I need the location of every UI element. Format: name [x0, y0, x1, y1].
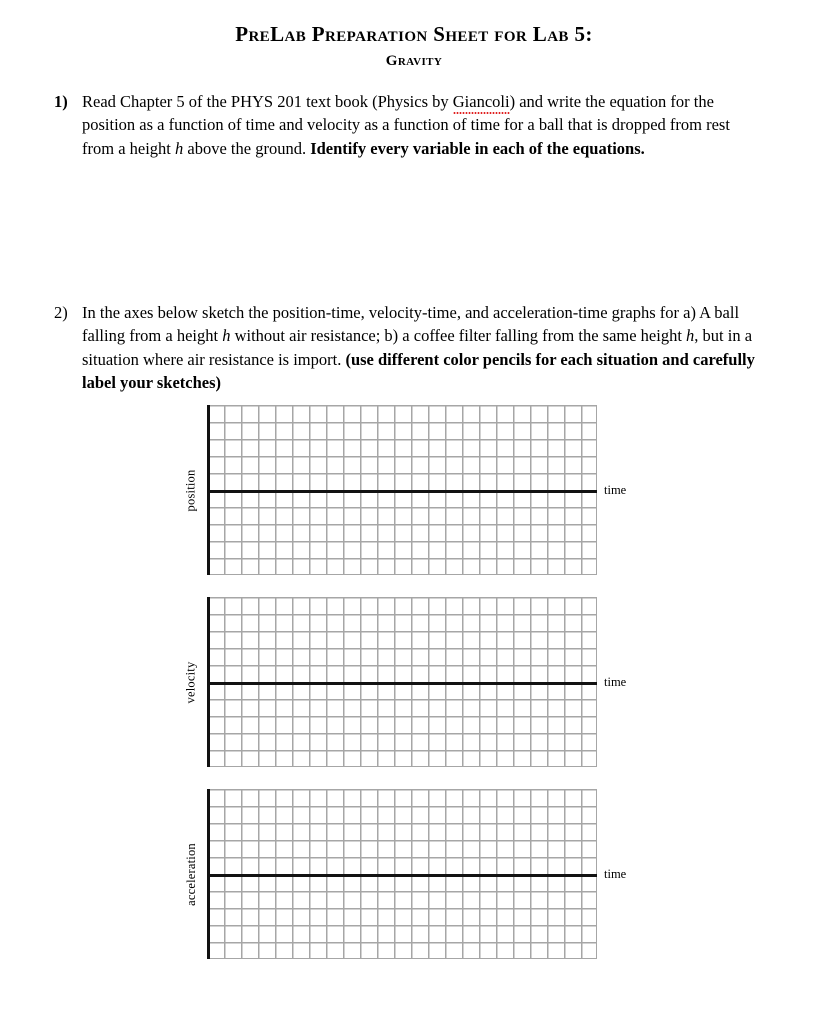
text-segment: without air resistance; b) a coffee filter falling from the same height [230, 326, 687, 346]
horizontal-axis [207, 682, 597, 685]
list-item-2 [54, 301, 756, 395]
graph-acceleration-grid [207, 789, 597, 959]
text-segment: Read Chapter 5 of the PHYS 201 text book (Physics by [82, 92, 453, 111]
graph-position-x-axis-label: time [604, 483, 627, 497]
text-segment: In the axes below sketch the position-time, velocity-time, and acceleration-time graphs for a) A ball falling from a height [82, 303, 740, 346]
emphasis-text: Identify every variable in each of the equations. [310, 138, 645, 158]
graph-velocity-grid [207, 597, 597, 767]
variable-h: h [222, 326, 231, 346]
graph-position-grid [207, 405, 597, 575]
spellcheck-word: Giancoli [453, 90, 510, 113]
emphasis-text: (use different color pencils for each situation and carefully label your sketches) [82, 349, 755, 393]
graph-acceleration-y-axis-label [180, 789, 202, 959]
text-segment: above the ground. [183, 138, 311, 158]
graph-acceleration-x-axis-label: time [604, 867, 627, 881]
y-axis-label-text: position [183, 469, 198, 511]
graph-position-y-axis-label [180, 405, 202, 575]
list-item-1-text [82, 90, 756, 160]
list-item-1 [54, 90, 756, 160]
list-item-1-number: 1) [54, 92, 68, 111]
list-item-2-text [82, 301, 756, 395]
document-header [0, 0, 828, 70]
y-axis-label-text: velocity [183, 661, 198, 703]
graph-velocity-x-axis-label: time [604, 675, 627, 689]
horizontal-axis [207, 874, 597, 877]
graph-velocity-y-axis-label [180, 597, 202, 767]
variable-h: h [686, 326, 695, 346]
list-item-2-number: 2) [54, 303, 68, 322]
page-subtitle: Gravity [385, 53, 443, 70]
text-segment: , but in a situation where air resistance is import. [82, 326, 753, 369]
variable-h: h [175, 138, 184, 158]
page-title: PreLab Preparation Sheet for Lab 5: [235, 22, 593, 46]
text-segment: ) and write the equation for the position as a function of time and velocity as a function of time for a ball that is dropped from rest from a height [82, 92, 730, 158]
y-axis-label-text: acceleration [183, 842, 198, 906]
horizontal-axis [207, 490, 597, 493]
